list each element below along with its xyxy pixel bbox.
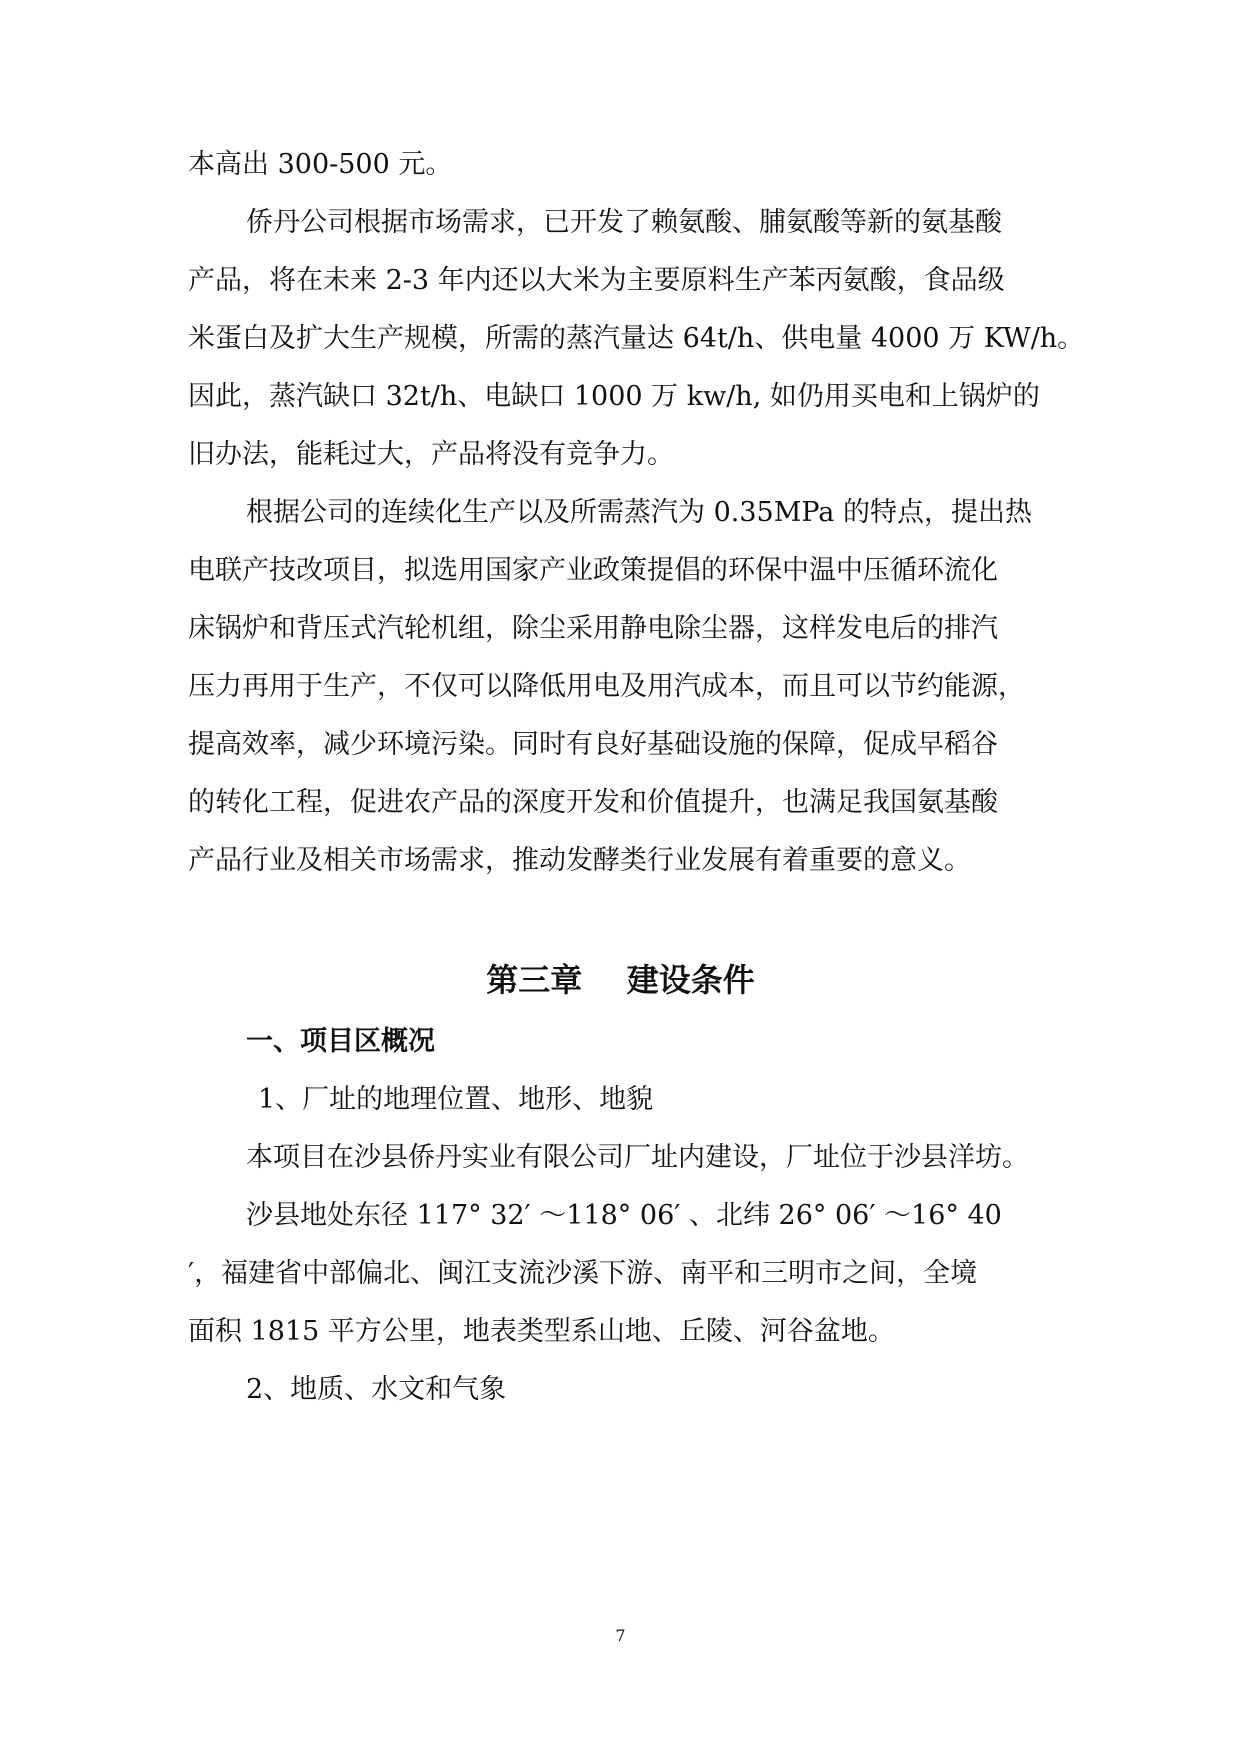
paragraph-line: 因此，蒸汽缺口 32t/h、电缺口 1000 万 kw/h, 如仍用买电和上锅炉的 xyxy=(188,381,1040,412)
paragraph-line: 旧办法，能耗过大，产品将没有竞争力。 xyxy=(188,439,674,470)
paragraph-line: 米蛋白及扩大生产规模，所需的蒸汽量达 64t/h、供电量 4000 万 KW/h。 xyxy=(188,323,1085,354)
subsection-heading: 2、地质、水文和气象 xyxy=(246,1374,507,1405)
page-number: 7 xyxy=(615,1626,626,1645)
paragraph-line: 本项目在沙县侨丹实业有限公司厂址内建设，厂址位于沙县洋坊。 xyxy=(246,1142,1029,1173)
paragraph-line: 床锅炉和背压式汽轮机组，除尘采用静电除尘器，这样发电后的排汽 xyxy=(188,613,998,644)
paragraph-line: 提高效率，减少环境污染。同时有良好基础设施的保障，促成早稻谷 xyxy=(188,729,998,760)
paragraph-line: 压力再用于生产，不仅可以降低用电及用汽成本，而且可以节约能源， xyxy=(188,671,1025,702)
paragraph-line: 侨丹公司根据市场需求，已开发了赖氨酸、脯氨酸等新的氨基酸 xyxy=(246,207,1002,238)
paragraph-line: 电联产技改项目，拟选用国家产业政策提倡的环保中温中压循环流化 xyxy=(188,555,998,586)
section-heading: 一、项目区概况 xyxy=(246,1026,435,1057)
paragraph-line: 产品行业及相关市场需求，推动发酵类行业发展有着重要的意义。 xyxy=(188,845,971,876)
chapter-title: 第三章 建设条件 xyxy=(486,961,755,999)
paragraph-line: 沙县地处东径 117° 32′ ～118° 06′ 、北纬 26° 06′ ～16° 40 xyxy=(246,1200,1002,1231)
paragraph-line: 根据公司的连续化生产以及所需蒸汽为 0.35MPa 的特点，提出热 xyxy=(246,497,1032,528)
paragraph-line: 产品，将在未来 2-3 年内还以大米为主要原料生产苯丙氨酸，食品级 xyxy=(188,265,1005,296)
subsection-heading: 1、厂址的地理位置、地形、地貌 xyxy=(258,1084,654,1115)
paragraph-line: 的转化工程，促进农产品的深度开发和价值提升，也满足我国氨基酸 xyxy=(188,787,998,818)
paragraph-line: ′，福建省中部偏北、闽江支流沙溪下游、南平和三明市之间，全境 xyxy=(188,1258,978,1289)
paragraph-line: 本高出 300-500 元。 xyxy=(188,149,453,180)
paragraph-line: 面积 1815 平方公里，地表类型系山地、丘陵、河谷盆地。 xyxy=(188,1316,895,1347)
